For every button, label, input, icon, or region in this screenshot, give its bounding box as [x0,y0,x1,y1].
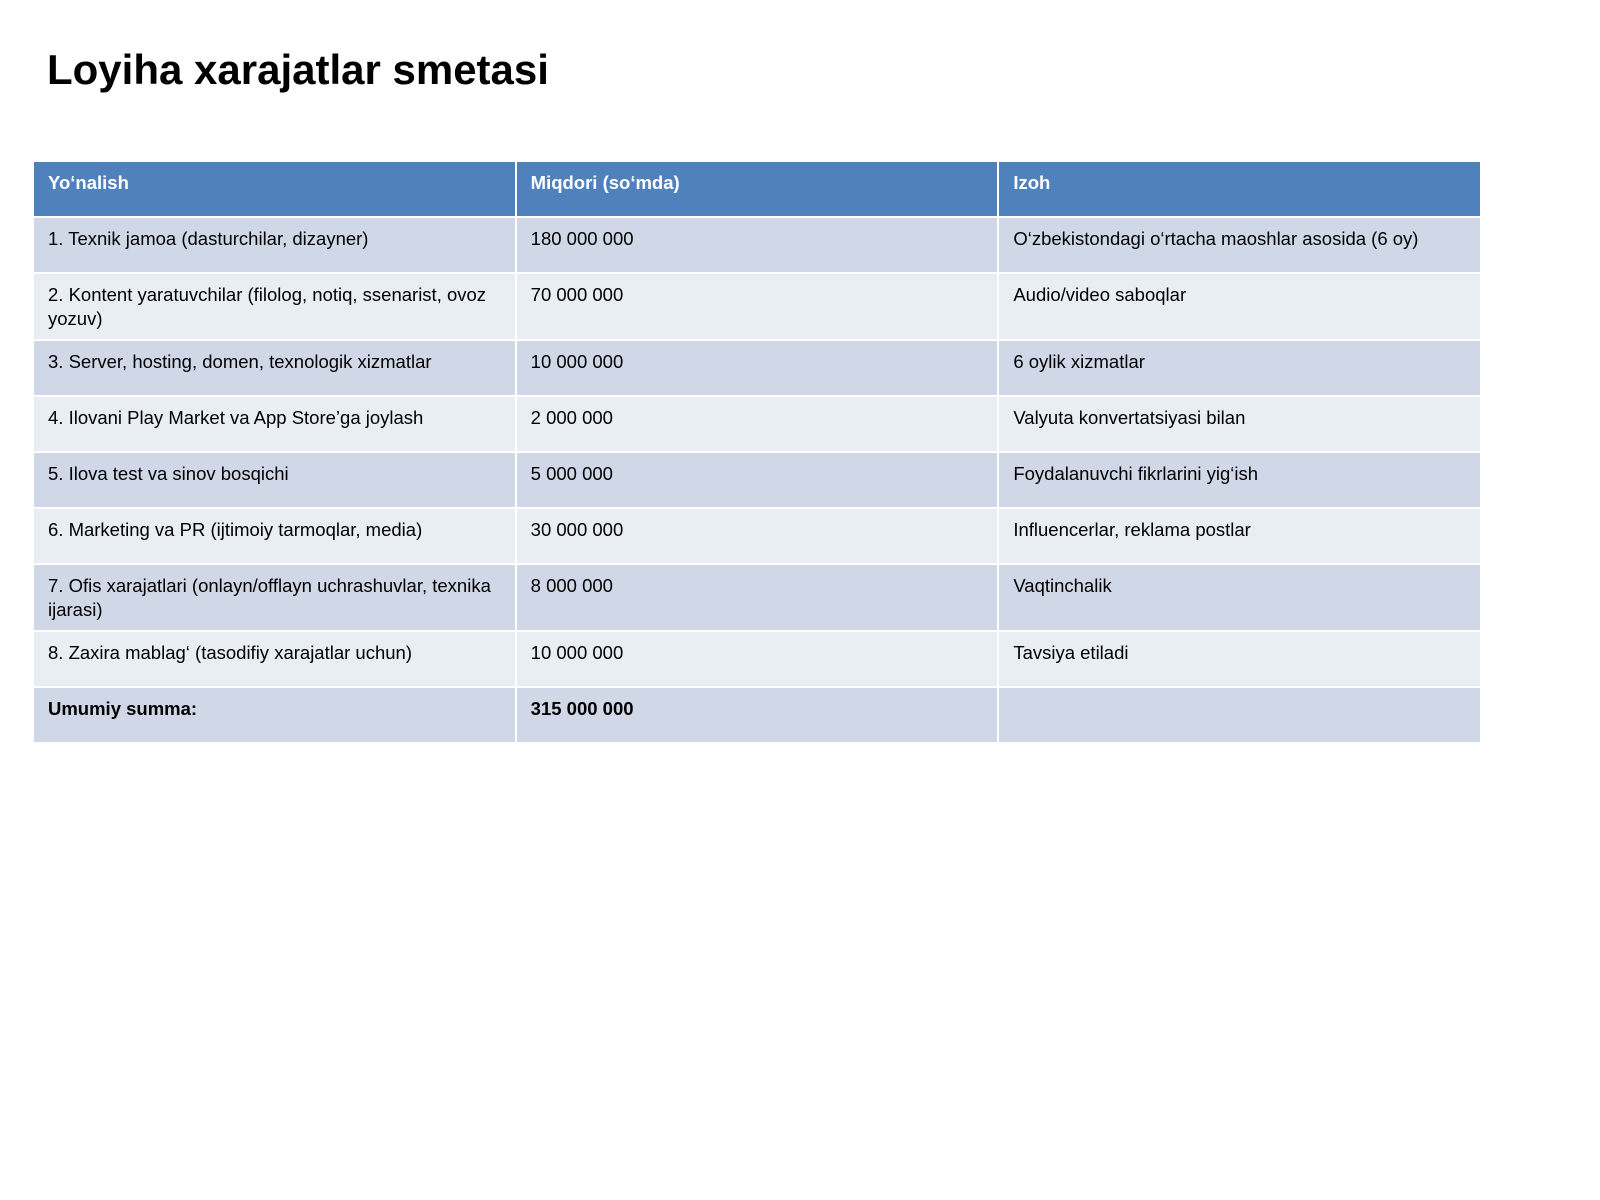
cell-note: Vaqtinchalik [998,564,1481,631]
total-label: Umumiy summa: [33,687,516,743]
cell-amount: 5 000 000 [516,452,999,508]
cell-note: Influencerlar, reklama postlar [998,508,1481,564]
table-row [33,452,1481,508]
cell-item: 5. Ilova test va sinov bosqichi [33,452,516,508]
header-row [33,161,1481,217]
table-row [33,217,1481,273]
cell-amount: 8 000 000 [516,564,999,631]
table-row [33,396,1481,452]
table-row [33,508,1481,564]
total-amount: 315 000 000 [516,687,999,743]
cell-note: Tavsiya etiladi [998,631,1481,687]
column-header-amount: Miqdori (so‘mda) [516,161,999,217]
cell-amount: 10 000 000 [516,340,999,396]
cell-note: Valyuta konvertatsiyasi bilan [998,396,1481,452]
table-body [33,217,1481,743]
cell-amount: 70 000 000 [516,273,999,340]
cell-item: 3. Server, hosting, domen, texnologik xizmatlar [33,340,516,396]
cell-item: 1. Texnik jamoa (dasturchilar, dizayner) [33,217,516,273]
page-title: Loyiha xarajatlar smetasi [47,46,549,93]
cell-item: 7. Ofis xarajatlari (onlayn/offlayn uchrashuvlar, texnika ijarasi) [33,564,516,631]
cell-note: O‘zbekistondagi o‘rtacha maoshlar asosida (6 oy) [998,217,1481,273]
cell-item: 2. Kontent yaratuvchilar (filolog, notiq, ssenarist, ovoz yozuv) [33,273,516,340]
budget-table [32,160,1482,744]
total-row [33,687,1481,743]
table-row [33,631,1481,687]
cell-note: 6 oylik xizmatlar [998,340,1481,396]
cell-amount: 30 000 000 [516,508,999,564]
cell-amount: 2 000 000 [516,396,999,452]
cell-item: 6. Marketing va PR (ijtimoiy tarmoqlar, media) [33,508,516,564]
table-row [33,564,1481,631]
cell-item: 4. Ilovani Play Market va App Store’ga joylash [33,396,516,452]
column-header-direction: Yo‘nalish [33,161,516,217]
table-row [33,340,1481,396]
total-note [998,687,1481,743]
cell-item: 8. Zaxira mablag‘ (tasodifiy xarajatlar uchun) [33,631,516,687]
column-header-note: Izoh [998,161,1481,217]
cell-note: Audio/video saboqlar [998,273,1481,340]
table-row [33,273,1481,340]
cell-note: Foydalanuvchi fikrlarini yig‘ish [998,452,1481,508]
cell-amount: 10 000 000 [516,631,999,687]
cell-amount: 180 000 000 [516,217,999,273]
table-header [33,161,1481,217]
